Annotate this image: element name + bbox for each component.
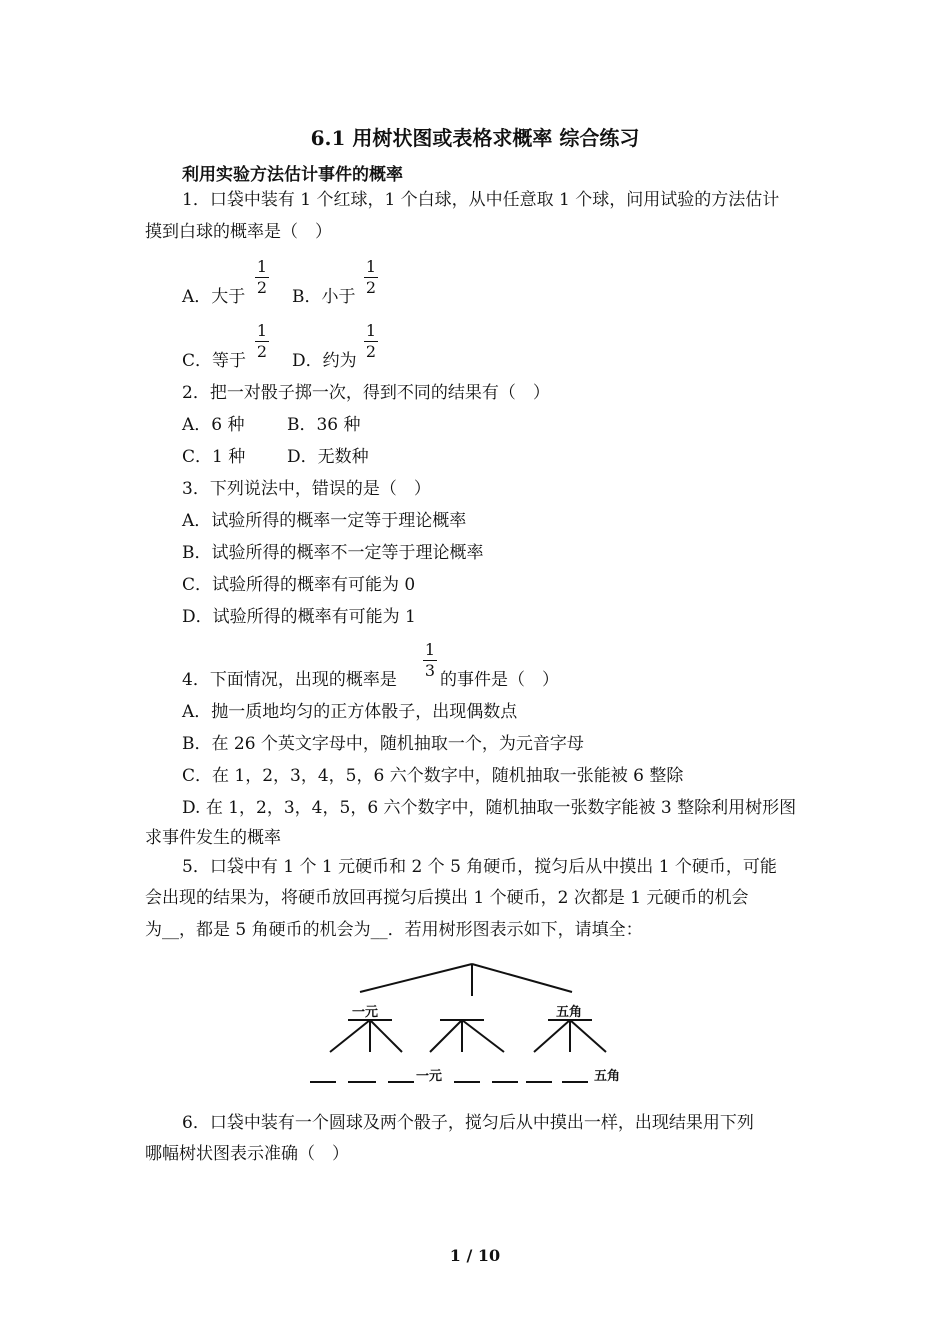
question-5-line-3: 为__，都是 5 角硬币的机会为__．若用树形图表示如下，请填全： <box>145 920 643 940</box>
option-4d-line-1: D. 在 1，2，3，4，5，6 六个数字中，随机抽取一张数字能被 3 整除利用树形图 <box>182 798 797 818</box>
fraction-one-half: 1 2 <box>256 321 268 361</box>
tree-branch <box>534 1020 570 1052</box>
option-1a: A．大于 <box>182 287 246 307</box>
tree-leaf-one-yuan: 一元 <box>416 1069 443 1084</box>
option-3b: B．试验所得的概率不一定等于理论概率 <box>182 543 484 563</box>
option-4b: B．在 26 个英文字母中，随机抽取一个，为元音字母 <box>182 734 584 754</box>
question-5-line-1: 5．口袋中有 1 个 1 元硬币和 2 个 5 角硬币，搅匀后从中摸出 1 个硬币，可能 <box>182 857 777 877</box>
question-1-line-1: 1．口袋中装有 1 个红球，1 个白球，从中任意取 1 个球，问用试验的方法估计 <box>182 190 780 210</box>
option-3d: D．试验所得的概率有可能为 1 <box>182 607 416 627</box>
option-1c: C．等于 <box>182 351 247 371</box>
option-3a: A．试验所得的概率一定等于理论概率 <box>182 511 467 531</box>
option-2a: A．6 种 <box>182 415 245 435</box>
question-5-line-2: 会出现的结果为，将硬币放回再搅匀后摸出 1 个硬币，2 次都是 1 元硬币的机会 <box>145 888 749 908</box>
fraction-one-third: 1 3 <box>424 640 436 680</box>
option-4d-line-2: 求事件发生的概率 <box>145 828 281 848</box>
question-4-prefix: 4．下面情况，出现的概率是 <box>182 670 397 690</box>
option-1d: D．约为 <box>292 351 357 371</box>
question-6-line-1: 6．口袋中装有一个圆球及两个骰子，搅匀后从中摸出一样，出现结果用下列 <box>182 1113 754 1133</box>
question-3: 3．下列说法中，错误的是（ ） <box>182 479 431 499</box>
option-3c: C．试验所得的概率有可能为 0 <box>182 575 416 595</box>
tree-leaf-five-jiao: 五角 <box>594 1069 621 1084</box>
page-title: 6.1 用树状图或表格求概率 综合练习 <box>310 126 640 150</box>
question-2: 2．把一对骰子掷一次，得到不同的结果有（ ） <box>182 383 550 403</box>
tree-branch <box>370 1020 402 1052</box>
fraction-one-half: 1 2 <box>365 257 377 297</box>
fraction-one-half: 1 2 <box>256 257 268 297</box>
option-2b: B．36 种 <box>287 415 361 435</box>
option-4a: A．抛一质地均匀的正方体骰子，出现偶数点 <box>182 702 518 722</box>
option-4c: C．在 1，2，3，4，5，6 六个数字中，随机抽取一张能被 6 整除 <box>182 766 684 786</box>
tree-branch <box>430 1020 462 1052</box>
fraction-one-half: 1 2 <box>365 321 377 361</box>
coin-tree-diagram <box>300 958 640 1090</box>
tree-label-one-yuan: 一元 <box>352 1005 379 1020</box>
section-heading-1: 利用实验方法估计事件的概率 <box>182 165 403 185</box>
tree-branch <box>360 964 472 992</box>
question-4-suffix: 的事件是（ ） <box>440 670 559 690</box>
page-number: 1 / 10 <box>449 1246 501 1265</box>
option-1b: B．小于 <box>292 287 356 307</box>
option-2d: D．无数种 <box>287 447 369 467</box>
tree-branch <box>462 1020 504 1052</box>
tree-label-five-jiao: 五角 <box>556 1005 583 1020</box>
question-6-line-2: 哪幅树状图表示准确（ ） <box>145 1144 349 1164</box>
option-2c: C．1 种 <box>182 447 246 467</box>
question-1-line-2: 摸到白球的概率是（ ） <box>145 222 332 242</box>
tree-branch <box>570 1020 606 1052</box>
tree-branch <box>330 1020 370 1052</box>
tree-branch <box>472 964 572 992</box>
